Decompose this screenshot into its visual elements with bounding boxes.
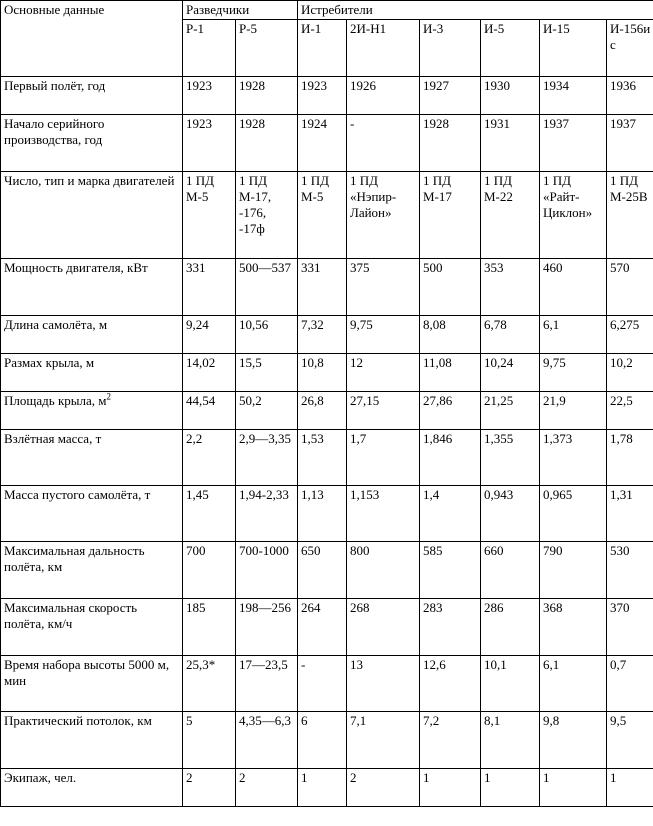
table-cell: 1,153 (347, 486, 420, 542)
table-cell: 1928 (236, 77, 298, 115)
table-cell: 585 (420, 542, 481, 599)
table-cell: 283 (420, 599, 481, 656)
table-cell: 0,943 (481, 486, 540, 542)
table-header (1, 1, 653, 77)
table-cell: 1 ПД М-17, -176, -17ф (236, 172, 298, 259)
row-label (1, 769, 183, 807)
table-cell: 5 (183, 712, 236, 769)
row-label-text: Начало серийного производства, год (4, 116, 105, 147)
row-label (1, 115, 183, 172)
table-cell: 21,9 (540, 392, 607, 430)
table-cell: 1 (540, 769, 607, 807)
table-cell: 2 (347, 769, 420, 807)
table-cell: 7,1 (347, 712, 420, 769)
table-cell: 700 (183, 542, 236, 599)
row-label-text: Максимальная скорость полёта, км/ч (4, 600, 138, 631)
table-cell: 14,02 (183, 354, 236, 392)
row-label-text: Мощность двигателя, кВт (4, 260, 148, 275)
header-model: И-1 (298, 20, 347, 77)
table-cell: 660 (481, 542, 540, 599)
table-cell: 1936 (607, 77, 653, 115)
table-cell: 375 (347, 259, 420, 316)
table-cell: 8,08 (420, 316, 481, 354)
table-cell: 460 (540, 259, 607, 316)
row-label (1, 259, 183, 316)
table-cell: 268 (347, 599, 420, 656)
table-cell: 700-1000 (236, 542, 298, 599)
table-cell: 7,32 (298, 316, 347, 354)
table-cell: 9,75 (540, 354, 607, 392)
header-model: И-3 (420, 20, 481, 77)
table-cell: - (347, 115, 420, 172)
table-cell: 6 (298, 712, 347, 769)
table-row (1, 316, 653, 354)
table-row (1, 656, 653, 712)
row-label (1, 354, 183, 392)
table-cell: 2,2 (183, 430, 236, 486)
table-cell: 9,8 (540, 712, 607, 769)
row-label (1, 77, 183, 115)
table-cell: 1 ПД «Райт-Циклон» (540, 172, 607, 259)
table-row (1, 430, 653, 486)
table-cell: 185 (183, 599, 236, 656)
table-cell: 1928 (420, 115, 481, 172)
table-cell: 500 (420, 259, 481, 316)
table-cell: 1 ПД «Нэпир-Лайон» (347, 172, 420, 259)
table-cell: 27,86 (420, 392, 481, 430)
row-label-text: Взлётная масса, т (4, 431, 102, 446)
table-cell: 44,54 (183, 392, 236, 430)
row-label-text: Первый полёт, год (4, 78, 106, 93)
table-cell: 1923 (183, 77, 236, 115)
table-cell: 1 ПД М-17 (420, 172, 481, 259)
row-label-text: Время набора высоты 5000 м, мин (4, 657, 170, 688)
table-cell: 198—256 (236, 599, 298, 656)
table-row (1, 115, 653, 172)
table-cell: 1930 (481, 77, 540, 115)
table-cell: 1 (481, 769, 540, 807)
header-model: Р-1 (183, 20, 236, 77)
table-cell: 8,1 (481, 712, 540, 769)
table-cell: 1,373 (540, 430, 607, 486)
table-body (1, 77, 653, 807)
table-cell: 1 ПД М-25В (607, 172, 653, 259)
table-cell: 26,8 (298, 392, 347, 430)
table-cell: 2,9—3,35 (236, 430, 298, 486)
table-row (1, 599, 653, 656)
table-cell: 650 (298, 542, 347, 599)
table-cell: 6,1 (540, 316, 607, 354)
header-group-fighters: Истребители (298, 1, 653, 20)
table-cell: 6,275 (607, 316, 653, 354)
table-cell: 1931 (481, 115, 540, 172)
row-label-text: Масса пустого самолёта, т (4, 487, 151, 502)
table-cell: 1,94-2,33 (236, 486, 298, 542)
table-cell: 6,1 (540, 656, 607, 712)
table-cell: 1923 (183, 115, 236, 172)
table-cell: 9,24 (183, 316, 236, 354)
table-cell: 1,846 (420, 430, 481, 486)
header-main-label: Основные данные (1, 1, 183, 77)
header-model: И-15 (540, 20, 607, 77)
table-cell: 1934 (540, 77, 607, 115)
table-cell: 2 (236, 769, 298, 807)
table-cell: 1924 (298, 115, 347, 172)
table-cell: 1,53 (298, 430, 347, 486)
table-cell: 10,24 (481, 354, 540, 392)
table-cell: 1 ПД М-5 (298, 172, 347, 259)
header-model: Р-5 (236, 20, 298, 77)
table-cell: 10,56 (236, 316, 298, 354)
table-cell: 4,35—6,3 (236, 712, 298, 769)
table-cell: - (298, 656, 347, 712)
table-cell: 1 (420, 769, 481, 807)
table-cell: 1,45 (183, 486, 236, 542)
row-label-text: Длина самолёта, м (4, 317, 108, 332)
header-model: И-156ис (607, 20, 653, 77)
table-cell: 17—23,5 (236, 656, 298, 712)
table-cell: 50,2 (236, 392, 298, 430)
row-label (1, 172, 183, 259)
table-cell: 286 (481, 599, 540, 656)
table-cell: 1 (298, 769, 347, 807)
table-cell: 1 ПД М-5 (183, 172, 236, 259)
row-label (1, 712, 183, 769)
row-label-text: Площадь крыла, м (4, 393, 107, 408)
table-row (1, 392, 653, 430)
table-cell: 0,7 (607, 656, 653, 712)
row-label (1, 656, 183, 712)
table-cell: 1 (607, 769, 653, 807)
table-cell: 6,78 (481, 316, 540, 354)
table-cell: 27,15 (347, 392, 420, 430)
table-cell: 13 (347, 656, 420, 712)
row-label-text: Размах крыла, м (4, 355, 95, 370)
table-cell: 800 (347, 542, 420, 599)
table-row (1, 77, 653, 115)
row-label-text: Экипаж, чел. (4, 770, 77, 785)
table-row (1, 712, 653, 769)
table-cell: 10,2 (607, 354, 653, 392)
table-cell: 12,6 (420, 656, 481, 712)
row-label-text: Число, тип и марка двигателей (4, 173, 175, 188)
table-row (1, 486, 653, 542)
table-cell: 2 (183, 769, 236, 807)
table-cell: 7,2 (420, 712, 481, 769)
table-cell: 331 (298, 259, 347, 316)
table-cell: 264 (298, 599, 347, 656)
table-row (1, 769, 653, 807)
table-cell: 370 (607, 599, 653, 656)
table-cell: 368 (540, 599, 607, 656)
table-cell: 10,8 (298, 354, 347, 392)
table-cell: 1937 (607, 115, 653, 172)
table-row (1, 259, 653, 316)
table-row (1, 542, 653, 599)
table-cell: 1 ПД М-22 (481, 172, 540, 259)
table-cell: 1,13 (298, 486, 347, 542)
table-cell: 1,7 (347, 430, 420, 486)
header-model: 2И-Н1 (347, 20, 420, 77)
row-label (1, 486, 183, 542)
row-label-text: Практический потолок, км (4, 713, 152, 728)
row-label (1, 430, 183, 486)
table-cell: 1928 (236, 115, 298, 172)
table-cell: 0,965 (540, 486, 607, 542)
table-cell: 1926 (347, 77, 420, 115)
table-cell: 570 (607, 259, 653, 316)
table-cell: 1,4 (420, 486, 481, 542)
table-cell: 1,78 (607, 430, 653, 486)
table-cell: 21,25 (481, 392, 540, 430)
table-cell: 1937 (540, 115, 607, 172)
table-cell: 1,31 (607, 486, 653, 542)
table-cell: 22,5 (607, 392, 653, 430)
table-cell: 1927 (420, 77, 481, 115)
table-cell: 790 (540, 542, 607, 599)
table-cell: 9,5 (607, 712, 653, 769)
row-label-text: Максимальная дальность полёта, км (4, 543, 145, 574)
row-label (1, 599, 183, 656)
row-label (1, 392, 183, 430)
table-cell: 530 (607, 542, 653, 599)
table-cell: 25,3* (183, 656, 236, 712)
superscript: 2 (106, 391, 111, 402)
table-cell: 10,1 (481, 656, 540, 712)
row-label (1, 542, 183, 599)
row-label (1, 316, 183, 354)
table-cell: 9,75 (347, 316, 420, 354)
table-cell: 353 (481, 259, 540, 316)
table-cell: 1,355 (481, 430, 540, 486)
table-cell: 1923 (298, 77, 347, 115)
table-row (1, 172, 653, 259)
table-cell: 15,5 (236, 354, 298, 392)
header-group-recon: Разведчики (183, 1, 298, 20)
table-row (1, 354, 653, 392)
table-cell: 11,08 (420, 354, 481, 392)
table-cell: 12 (347, 354, 420, 392)
table-cell: 331 (183, 259, 236, 316)
table-cell: 500—537 (236, 259, 298, 316)
header-model: И-5 (481, 20, 540, 77)
